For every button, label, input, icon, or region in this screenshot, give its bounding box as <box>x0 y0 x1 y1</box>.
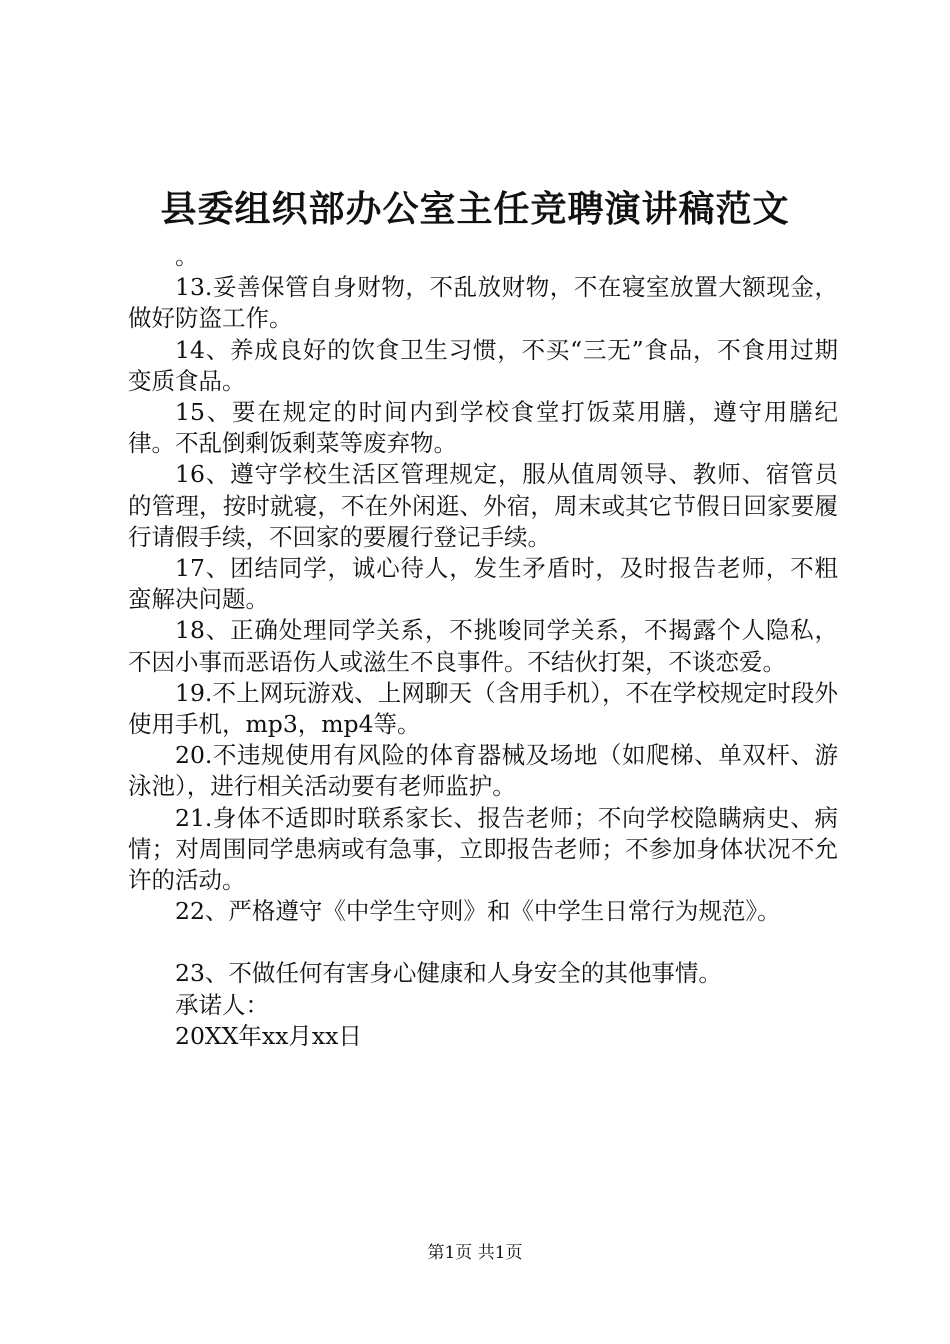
paragraph-item-18: 18、正确处理同学关系，不挑唆同学关系，不揭露个人隐私，不因小事而恶语伤人或滋生不良事件。不结伙打架，不谈恋爱。 <box>128 616 838 676</box>
paragraph-item-13: 13.妥善保管自身财物，不乱放财物，不在寝室放置大额现金，做好防盗工作。 <box>128 273 838 333</box>
paragraph-continuation: 。 <box>175 242 199 270</box>
paragraph-item-15: 15、要在规定的时间内到学校食堂打饭菜用膳，遵守用膳纪律。不乱倒剩饭剩菜等废弃物。 <box>128 398 838 458</box>
paragraph-item-14: 14、养成良好的饮食卫生习惯，不买“三无”食品，不食用过期变质食品。 <box>128 335 838 395</box>
signatory-label: 承诺人： <box>175 990 269 1019</box>
paragraph-item-17: 17、团结同学，诚心待人，发生矛盾时，及时报告老师，不粗蛮解决问题。 <box>128 554 838 614</box>
paragraph-item-16: 16、遵守学校生活区管理规定，服从值周领导、教师、宿管员的管理，按时就寝，不在外闲逛、外宿，周末或其它节假日回家要履行请假手续，不回家的要履行登记手续。 <box>128 460 838 551</box>
paragraph-item-22: 22、严格遵守《中学生守则》和《中学生日常行为规范》。 <box>175 897 781 926</box>
paragraph-item-23: 23、不做任何有害身心健康和人身安全的其他事情。 <box>175 959 722 988</box>
document-title: 县委组织部办公室主任竞聘演讲稿范文 <box>160 188 790 230</box>
document-body <box>128 241 838 1052</box>
paragraph-item-19: 19.不上网玩游戏、上网聊天（含用手机），不在学校规定时段外使用手机，mp3，mp4等。 <box>128 678 838 739</box>
paragraph-item-21: 21.身体不适即时联系家长、报告老师；不向学校隐瞒病史、病情；对周围同学患病或有急事，立即报告老师；不参加身体状况不允许的活动。 <box>128 803 838 895</box>
page-footer: 第1页 共1页 <box>427 1243 523 1263</box>
signature-date: 20XX年xx月xx日 <box>175 1021 362 1050</box>
paragraph-item-20: 20.不违规使用有风险的体育器械及场地（如爬梯、单双杆、游泳池），进行相关活动要有老师监护。 <box>128 741 838 801</box>
